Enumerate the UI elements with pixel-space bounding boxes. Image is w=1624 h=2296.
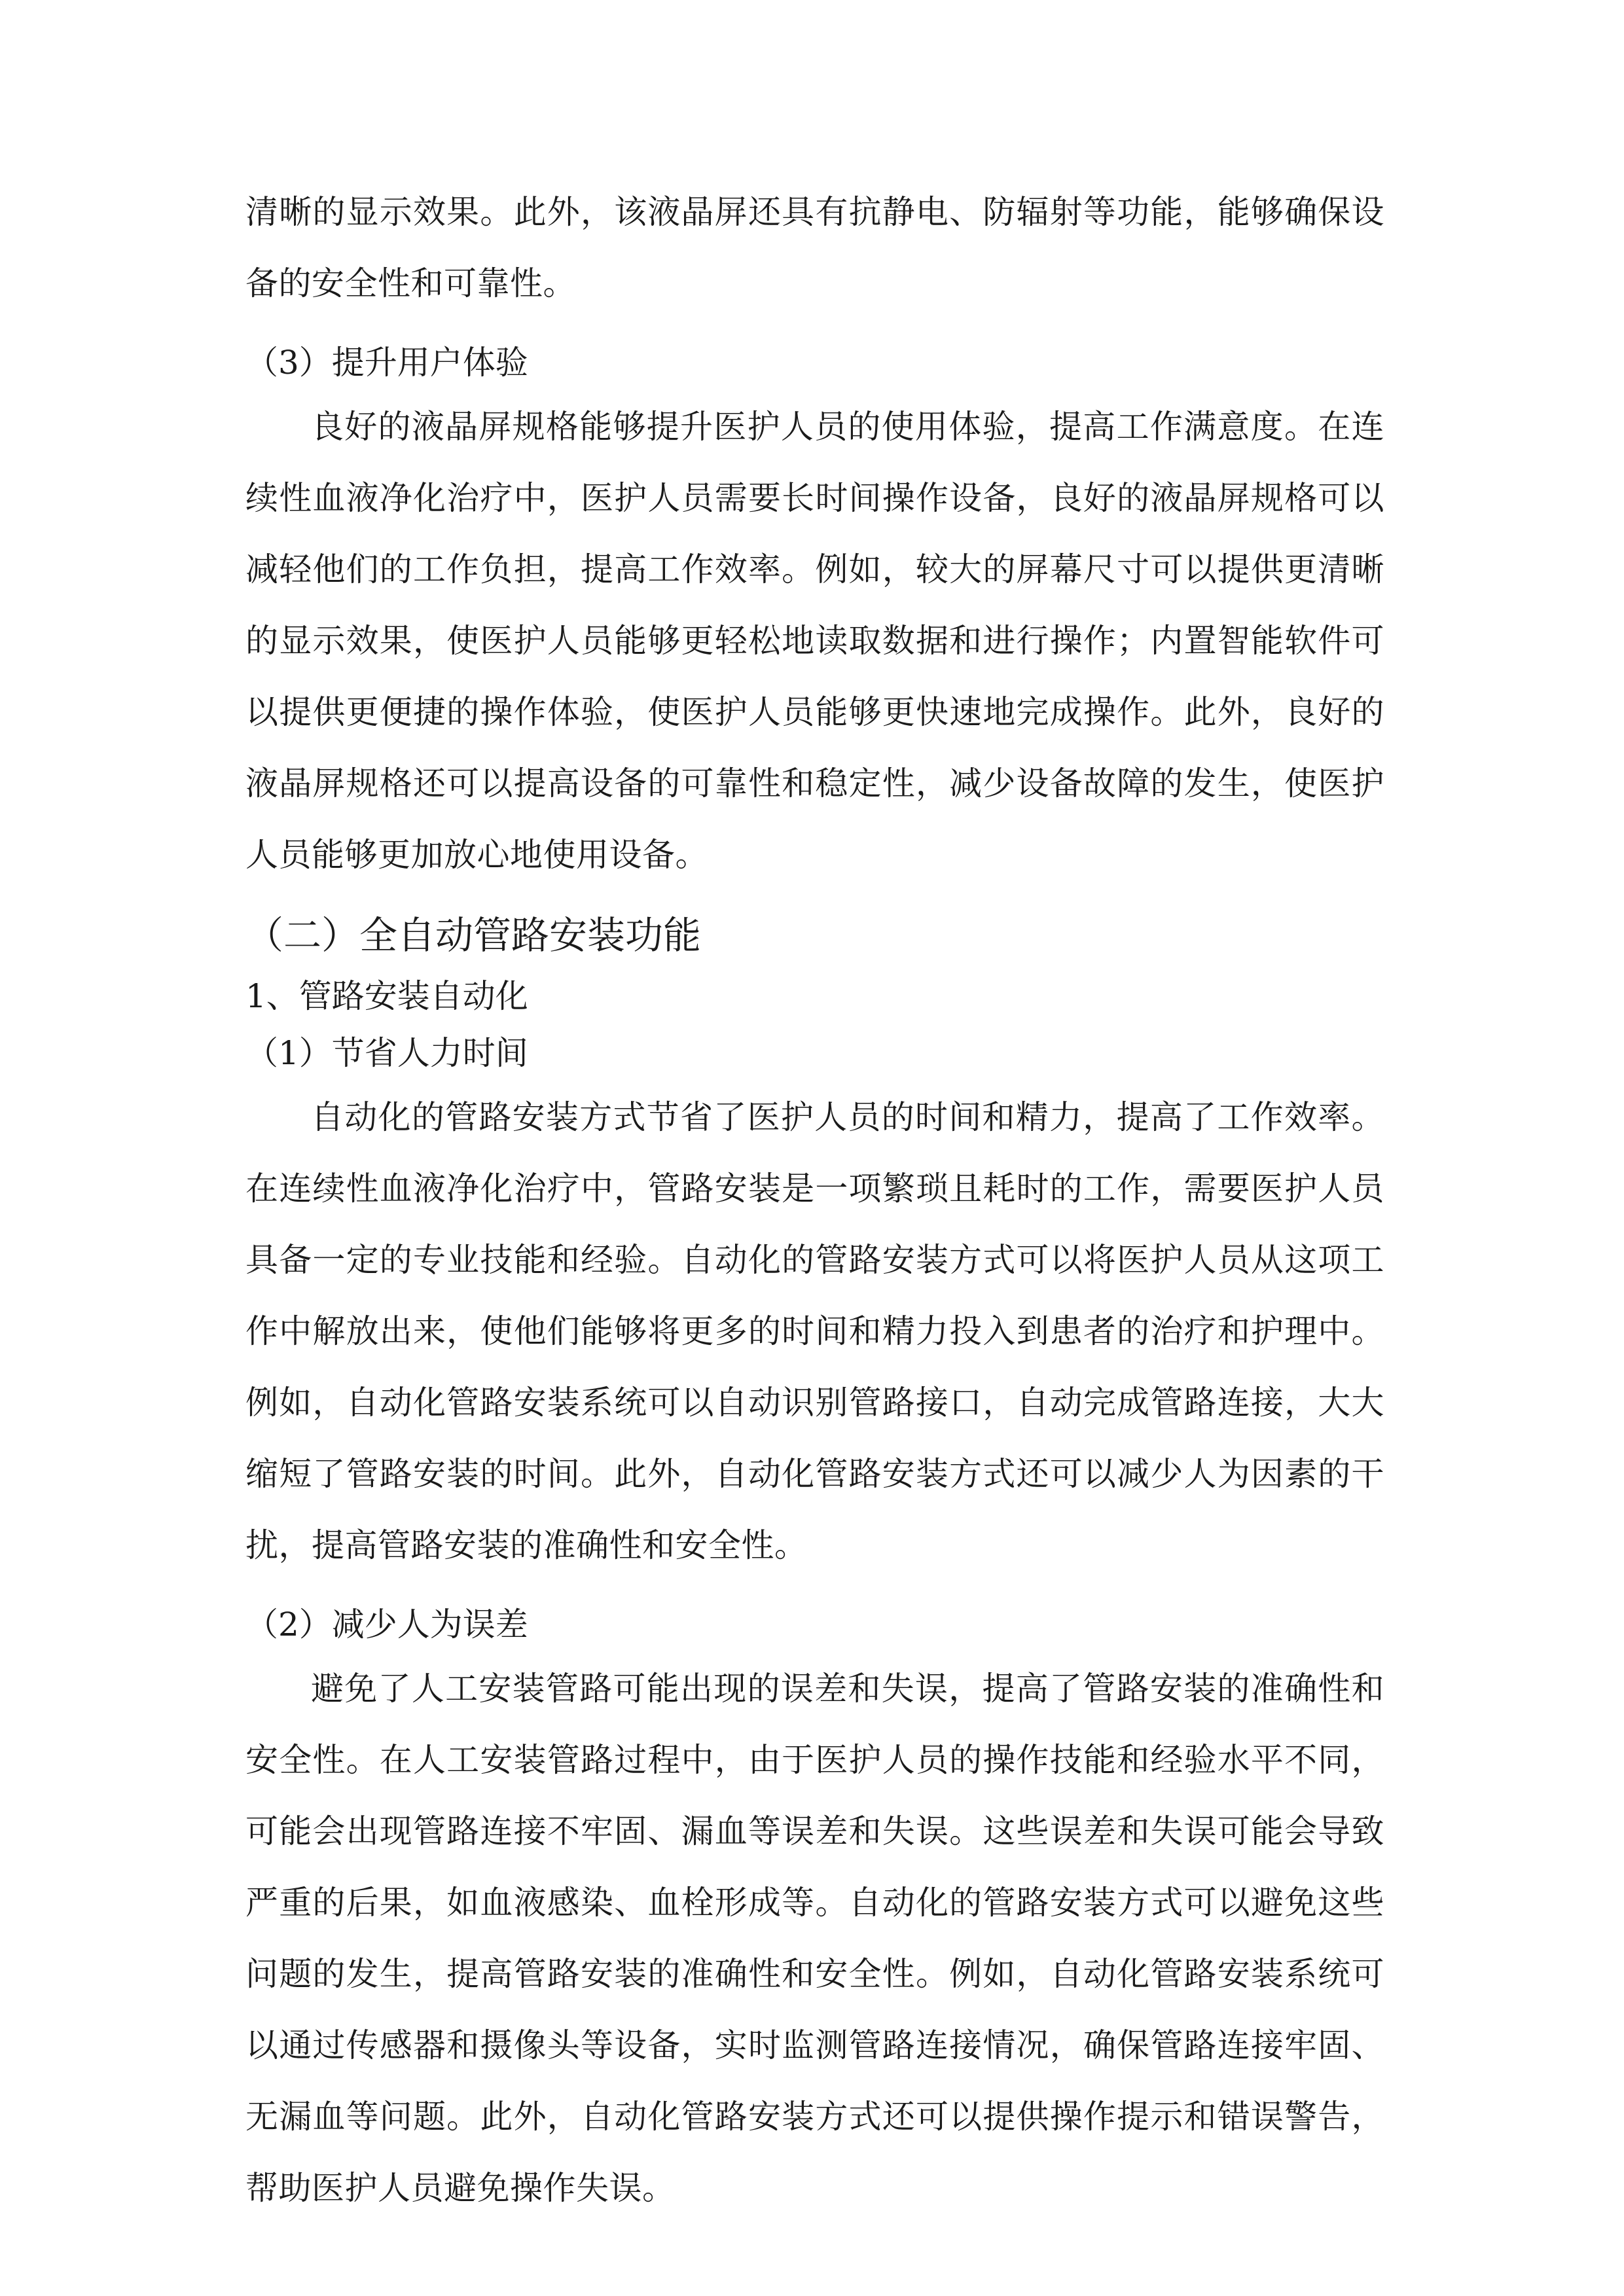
heading-user-experience: （3）提升用户体验 [245, 344, 528, 382]
section-title: （二）全自动管路安装功能 [245, 913, 702, 958]
subsection-title: 1、管路安装自动化 [245, 977, 528, 1015]
paragraph-save-time: 自动化的管路安装方式节省了医护人员的时间和精力，提高了工作效率。在连续性血液净化治疗中，管路安装是一项繁琐且耗时的工作，需要医护人员具备一定的专业技能和经验。自动化的管路安装方式可以将医护人员从这项工作中解放出来，使他们能够将更多的时间和精力投入到患者的治疗和护理中。例如，自动化管路安装系统可以自动识别管路接口，自动完成管路连接，大大缩短了管路安装的时间。此外，自动化管路安装方式还可以减少人为因素的干扰，提高管路安装的准确性和安全性。 [245, 1098, 1384, 1564]
paragraph-reduce-error: 避免了人工安装管路可能出现的误差和失误，提高了管路安装的准确性和安全性。在人工安装管路过程中，由于医护人员的操作技能和经验水平不同，可能会出现管路连接不牢固、漏血等误差和失误。这些误差和失误可能会导致严重的后果，如血液感染、血栓形成等。自动化的管路安装方式可以避免这些问题的发生，提高管路安装的准确性和安全性。例如，自动化管路安装系统可以通过传感器和摄像头等设备，实时监测管路连接情况，确保管路连接牢固、无漏血等问题。此外，自动化管路安装方式还可以提供操作提示和错误警告，帮助医护人员避免操作失误。 [245, 1670, 1384, 2207]
paragraph-user-experience: 良好的液晶屏规格能够提升医护人员的使用体验，提高工作满意度。在连续性血液净化治疗中，医护人员需要长时间操作设备，良好的液晶屏规格可以减轻他们的工作负担，提高工作效率。例如，较大的屏幕尺寸可以提供更清晰的显示效果，使医护人员能够更轻松地读取数据和进行操作；内置智能软件可以提供更便捷的操作体验，使医护人员能够更快速地完成操作。此外，良好的液晶屏规格还可以提高设备的可靠性和稳定性，减少设备故障的发生，使医护人员能够更加放心地使用设备。 [245, 408, 1384, 874]
paragraph-display-safety: 清晰的显示效果。此外，该液晶屏还具有抗静电、防辐射等功能，能够确保设备的安全性和可靠性。 [245, 193, 1384, 302]
heading-save-time: （1）节省人力时间 [245, 1034, 528, 1072]
document-page [245, 177, 1384, 2224]
heading-reduce-error: （2）减少人为误差 [245, 1605, 528, 1643]
